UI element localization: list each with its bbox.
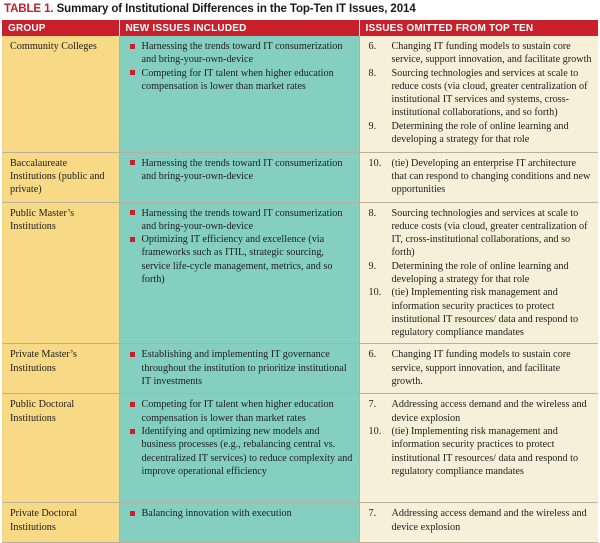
list-item	[126, 207, 353, 234]
omitted-issue-text: Determining the role of online learning and developing a strategy for that role	[391, 120, 569, 146]
new-issue-text: Optimizing IT efficiency and excellence (via frameworks such as ITIL, strategic sourcing, service life-cycle management, metrics, and so forth)	[141, 234, 333, 285]
issue-rank: 9.	[368, 260, 377, 272]
table-body	[2, 36, 598, 543]
issue-rank: 7.	[368, 508, 377, 520]
list-item	[366, 348, 593, 388]
omitted-issue-text: Changing IT funding models to sustain core service, support innovation, and facilitate growth.	[391, 349, 571, 388]
new-issues-list	[126, 398, 353, 478]
omitted-issue-text: Addressing access demand and the wireless and device explosion	[391, 399, 587, 424]
bullet-square-icon	[130, 44, 135, 49]
list-item	[126, 348, 353, 388]
list-item	[366, 40, 593, 67]
bullet-square-icon	[130, 429, 135, 434]
omitted-issues-list	[366, 157, 593, 197]
new-issues-cell	[119, 36, 359, 152]
omitted-issues-list	[366, 348, 593, 388]
omitted-issues-cell	[359, 152, 598, 202]
new-issues-list	[126, 157, 353, 184]
omitted-issues-list	[366, 40, 593, 146]
new-issue-text: Establishing and implementing IT governance throughout the institution to prioritize institutional IT investments	[141, 349, 347, 388]
new-issue-text: Harnessing the trends toward IT consumerization and bring-your-own-device	[141, 157, 343, 182]
header-row	[2, 20, 598, 36]
omitted-issues-cell	[359, 344, 598, 394]
table-row	[2, 152, 598, 202]
issue-rank: 6.	[368, 41, 377, 52]
new-issue-text: Identifying and optimizing new models and business processes (e.g., rebalancing central vs. decentralized IT services) to reduce complexity and improve operational efficiency	[141, 426, 353, 477]
header-new-issues: NEW ISSUES INCLUDED	[119, 20, 359, 36]
list-item	[126, 233, 353, 286]
new-issue-text: Balancing innovation with execution	[141, 508, 292, 520]
table-label: TABLE 1.	[4, 3, 54, 15]
list-item	[366, 425, 593, 478]
table-title	[4, 3, 416, 21]
omitted-issue-text: (tie) Developing an enterprise IT architecture that can respond to changing conditions and new opportunities	[391, 157, 591, 196]
group-cell: Community Colleges	[2, 36, 119, 152]
table-row	[2, 202, 598, 344]
omitted-issue-text: Sourcing technologies and services at scale to reduce costs (via cloud, greater centralization of IT, cross-institutional collaborations, and so forth)	[391, 207, 588, 259]
omitted-issues-cell	[359, 202, 598, 344]
omitted-issues-cell	[359, 503, 598, 543]
new-issues-list	[126, 348, 353, 388]
issue-rank: 6.	[368, 349, 377, 361]
bullet-square-icon	[130, 352, 135, 357]
table-row	[2, 394, 598, 503]
list-item	[126, 157, 353, 184]
omitted-issue-text: (tie) Implementing risk management and information security practices to protect institutional IT resources/ data and respond to regulatory compliance mandates	[391, 426, 579, 477]
omitted-issues-list	[366, 207, 593, 340]
list-item	[366, 260, 593, 287]
list-item	[126, 40, 353, 67]
omitted-issue-text: Changing IT funding models to sustain core service, support innovation, and facilitate growth	[391, 41, 592, 66]
omitted-issue-text: Addressing access demand and the wireless and device explosion	[391, 508, 587, 533]
table-row	[2, 36, 598, 152]
list-item	[366, 120, 593, 147]
header-omitted-issues: ISSUES OMITTED FROM TOP TEN	[359, 20, 598, 36]
bullet-square-icon	[130, 402, 135, 407]
bullet-square-icon	[130, 160, 135, 165]
header-group: GROUP	[2, 20, 119, 36]
new-issues-cell	[119, 394, 359, 503]
bullet-square-icon	[130, 210, 135, 215]
omitted-issues-cell	[359, 36, 598, 152]
group-cell: Baccalaureate Institutions (public and private)	[2, 152, 119, 202]
list-item	[366, 67, 593, 120]
omitted-issues-cell	[359, 394, 598, 503]
omitted-issue-text: (tie) Implementing risk management and information security practices to protect institutional IT resources/ data and respond to regulatory compliance mandates	[391, 287, 579, 339]
bullet-square-icon	[130, 237, 135, 242]
list-item	[366, 507, 593, 534]
list-item	[366, 157, 593, 197]
group-cell: Public Doctoral Institutions	[2, 394, 119, 503]
table-row	[2, 503, 598, 543]
group-cell: Private Doctoral Institutions	[2, 503, 119, 543]
group-cell: Public Master’s Institutions	[2, 202, 119, 344]
list-item	[126, 67, 353, 94]
omitted-issue-text: Sourcing technologies and services at scale to reduce costs (via cloud, greater centralization of institutional IT services and systems, cross-institutional collaborations, and so forth)	[391, 67, 588, 119]
issue-rank: 8.	[368, 207, 377, 219]
new-issues-list	[126, 207, 353, 287]
new-issues-cell	[119, 152, 359, 202]
issue-rank: 9.	[368, 120, 377, 132]
new-issues-cell	[119, 503, 359, 543]
list-item	[366, 286, 593, 339]
omitted-issues-list	[366, 398, 593, 478]
list-item	[366, 398, 593, 425]
table-row	[2, 344, 598, 394]
issue-rank: 8.	[368, 67, 377, 79]
issue-rank: 10.	[368, 426, 382, 438]
list-item	[126, 398, 353, 425]
new-issues-cell	[119, 344, 359, 394]
list-item	[126, 425, 353, 478]
new-issues-list	[126, 507, 353, 520]
new-issues-cell	[119, 202, 359, 344]
issue-rank: 7.	[368, 399, 377, 411]
new-issue-text: Harnessing the trends toward IT consumerization and bring-your-own-device	[141, 207, 343, 232]
list-item	[366, 207, 593, 260]
omitted-issue-text: Determining the role of online learning and developing a strategy for that role	[391, 260, 569, 285]
group-cell: Private Master’s Institutions	[2, 344, 119, 394]
issue-rank: 10.	[368, 287, 382, 299]
list-item	[126, 507, 353, 520]
summary-table	[2, 20, 599, 543]
new-issues-list	[126, 40, 353, 93]
bullet-square-icon	[130, 70, 135, 75]
new-issue-text: Competing for IT talent when higher education compensation is lower than market rates	[141, 399, 334, 424]
bullet-square-icon	[130, 511, 135, 516]
issue-rank: 10.	[368, 157, 382, 169]
new-issue-text: Harnessing the trends toward IT consumerization and bring-your-own-device	[141, 41, 343, 66]
new-issue-text: Competing for IT talent when higher education compensation is lower than market rates	[141, 67, 334, 92]
table-title-text: Summary of Institutional Differences in the Top-Ten IT Issues, 2014	[56, 3, 416, 15]
omitted-issues-list	[366, 507, 593, 534]
